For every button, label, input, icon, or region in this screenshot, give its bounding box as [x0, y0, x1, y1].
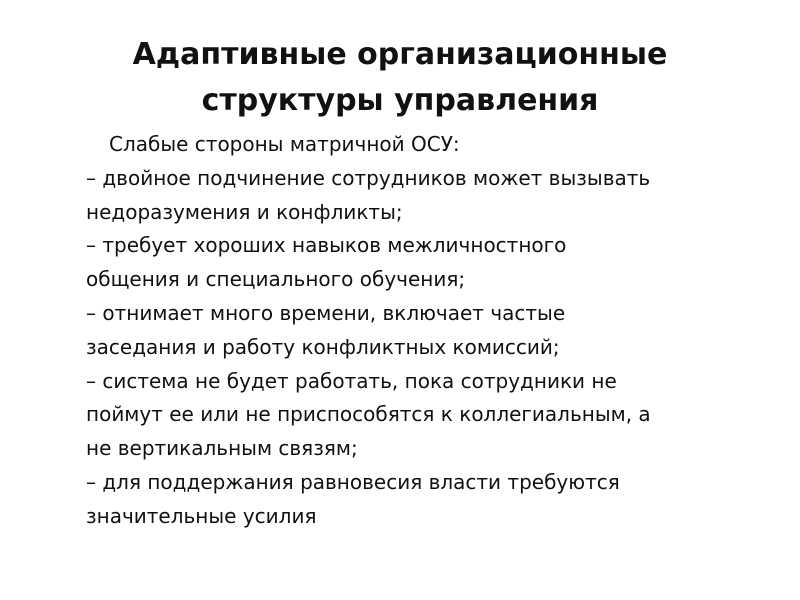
body-line: общения и специального обучения; [86, 267, 466, 292]
body-line: – двойное подчинение сотрудников может вызывать [86, 165, 651, 190]
body-line: недоразумения и конфликты; [86, 199, 403, 224]
section-heading: Слабые стороны матричной ОСУ: [109, 132, 460, 156]
slide-title [40, 32, 760, 124]
slide-title-line-1: Адаптивные организационные [132, 37, 668, 72]
body-line: значительные усилия [86, 503, 317, 528]
body-line: заседания и работу конфликтных комиссий; [86, 334, 560, 359]
slide-body [86, 128, 776, 534]
body-line: поймут ее или не приспособятся к коллегиальным, а [86, 402, 651, 427]
body-line: – отнимает много времени, включает частые [86, 300, 566, 325]
body-line: не вертикальным связям; [86, 436, 358, 461]
slide-title-line-2: структуры управления [201, 83, 599, 118]
body-line: – требует хороших навыков межличностного [86, 233, 567, 258]
body-line: – система не будет работать, пока сотрудники не [86, 368, 617, 393]
body-line: – для поддержания равновесия власти требуются [86, 469, 620, 494]
